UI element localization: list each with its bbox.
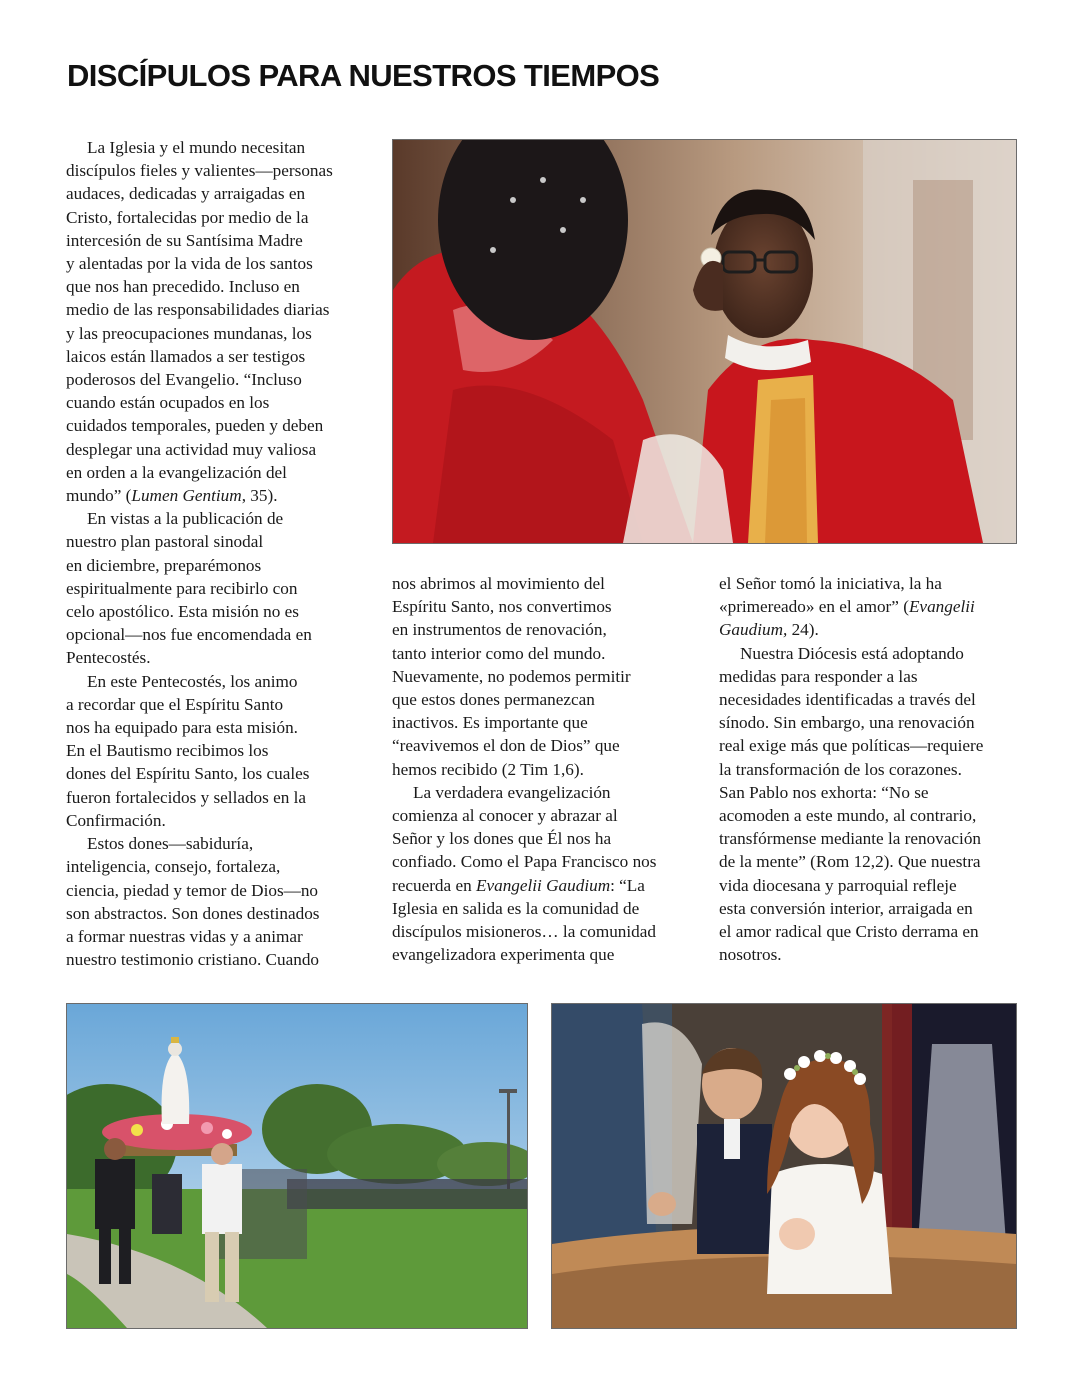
text-line: en instrumentos de renovación, (392, 620, 607, 640)
text-line: Confirmación. (66, 810, 166, 830)
text-line: opcional—nos fue encomendada en (66, 625, 312, 645)
text-line: hemos recibido (2 Tim 1,6). (392, 759, 584, 779)
text-line: dones del Espíritu Santo, los cuales (66, 764, 310, 784)
text-line: discípulos misioneros… la comunidad (392, 922, 656, 942)
text-line: En este Pentecostés, los animo (87, 671, 298, 691)
text-column-2 (392, 572, 692, 966)
text-line: discípulos fieles y valientes—personas (66, 161, 333, 181)
text-line: tanto interior como del mundo. (392, 643, 606, 663)
text-line: comienza al conocer y abrazar al (392, 806, 618, 826)
text-line: en diciembre, preparémonos (66, 555, 262, 575)
text-line: vida diocesana y parroquial refleje (719, 875, 957, 895)
text-line: nos abrimos al movimiento del (392, 574, 605, 593)
text-line: celo apostólico. Esta misión no es (66, 602, 299, 622)
text-line: inteligencia, consejo, fortaleza, (66, 857, 281, 877)
text-line: intercesión de su Santísima Madre (66, 230, 303, 250)
text-line: espiritualmente para recibirlo con (66, 578, 298, 598)
text-line: de la mente” (Rom 12,2). Que nuestra (719, 852, 981, 872)
text-line: recuerda en Evangelii Gaudium: “La (392, 875, 645, 895)
text-line: esta conversión interior, arraigada en (719, 898, 973, 918)
text-column-3 (719, 572, 1019, 966)
text-line: y alentadas por la vida de los santos (66, 254, 313, 274)
text-line: a recordar que el Espíritu Santo (66, 694, 284, 714)
text-line: evangelizadora experimenta que (392, 945, 615, 965)
text-line: desplegar una actividad muy valiosa (66, 439, 317, 459)
photo-children-praying (552, 1004, 1016, 1328)
text-line: Nuestra Diócesis está adoptando (740, 643, 964, 663)
text-line: En vistas a la publicación de (87, 509, 284, 529)
text-line: inactivos. Es importante que (392, 713, 588, 733)
photo-priest-illustration (393, 140, 1016, 543)
text-line: el amor radical que Cristo derrama en (719, 922, 979, 942)
text-line: sínodo. Sin embargo, una renovación (719, 713, 975, 733)
text-line: nosotros. (719, 945, 782, 965)
photo-children-illustration (552, 1004, 1016, 1328)
text-line: acomoden a este mundo, al contrario, (719, 806, 977, 826)
text-line: En el Bautismo recibimos los (66, 741, 269, 761)
text-line: Señor y los dones que Él nos ha (392, 829, 612, 849)
text-line: en orden a la evangelización del (66, 462, 287, 482)
text-line: mundo” (Lumen Gentium, 35). (66, 486, 278, 506)
text-line: Nuevamente, no podemos permitir (392, 666, 631, 686)
text-line: confiado. Como el Papa Francisco nos (392, 852, 657, 872)
text-line: que nos han precedido. Incluso en (66, 277, 300, 297)
text-line: a formar nuestras vidas y a animar (66, 926, 303, 946)
text-line: ciencia, piedad y temor de Dios—no (66, 880, 319, 900)
text-line: poderosos del Evangelio. “Incluso (66, 370, 302, 390)
text-line: «primereado» en el amor” (Evangelii (719, 597, 975, 617)
text-line: la transformación de los corazones. (719, 759, 962, 779)
text-line: Estos dones—sabiduría, (87, 834, 254, 854)
text-line: el Señor tomó la iniciativa, la ha (719, 574, 942, 593)
text-line: real exige más que políticas—requiere (719, 736, 984, 756)
text-line: Cristo, fortalecidas por medio de la (66, 207, 309, 227)
text-line: nuestro testimonio cristiano. Cuando (66, 950, 320, 970)
text-line: La Iglesia y el mundo necesitan (87, 138, 306, 157)
text-line: laicos están llamados a ser testigos (66, 346, 306, 366)
page-title: DISCÍPULOS PARA NUESTROS TIEMPOS (67, 58, 660, 93)
text-line: Pentecostés. (66, 648, 151, 668)
text-line: y las preocupaciones mundanas, los (66, 323, 312, 343)
text-line: fueron fortalecidos y sellados en la (66, 787, 307, 807)
text-line: San Pablo nos exhorta: “No se (719, 782, 929, 802)
text-line: Espíritu Santo, nos convertimos (392, 597, 612, 617)
text-line: cuidados temporales, pueden y deben (66, 416, 324, 436)
text-line: Gaudium, 24). (719, 620, 819, 640)
text-line: cuando están ocupados en los (66, 393, 270, 413)
text-line: medio de las responsabilidades diarias (66, 300, 330, 320)
text-line: audaces, dedicadas y arraigadas en (66, 184, 306, 204)
text-line: medidas para responder a las (719, 666, 918, 686)
text-line: son abstractos. Son dones destinados (66, 903, 320, 923)
text-line: nos ha equipado para esta misión. (66, 718, 298, 738)
text-line: que estos dones permanezcan (392, 690, 595, 710)
text-line: necesidades identificadas a través del (719, 690, 976, 710)
text-line: “reavivemos el don de Dios” que (392, 736, 620, 756)
text-line: transfórmense mediante la renovación (719, 829, 982, 849)
text-column-1 (66, 136, 366, 971)
photo-procession (67, 1004, 527, 1328)
photo-procession-illustration (67, 1004, 527, 1328)
text-line: La verdadera evangelización (413, 782, 611, 802)
text-line: Iglesia en salida es la comunidad de (392, 898, 640, 918)
text-line: nuestro plan pastoral sinodal (66, 532, 264, 552)
photo-priest-communion (393, 140, 1016, 543)
